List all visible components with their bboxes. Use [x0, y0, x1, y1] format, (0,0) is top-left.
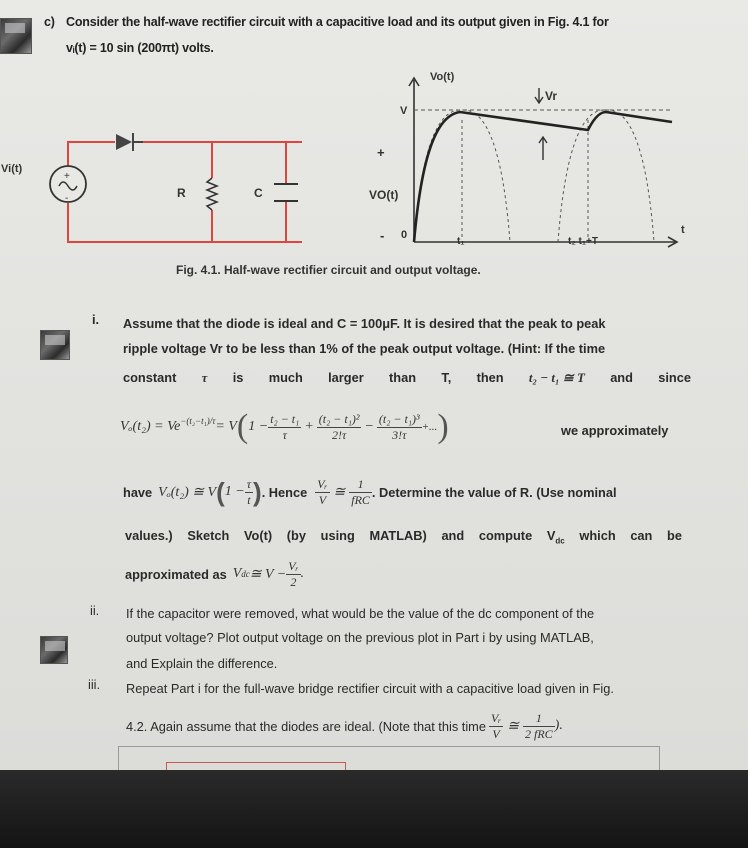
part-ii-line-1: If the capacitor were removed, what would be the value of the dc component of the: [126, 606, 595, 621]
part-iii-line-2: 4.2. Again assume that the diodes are ideal. (Note that this time $\frac{\text{Vᵣ}}{V}$ ≅ $\frac{1}{\text{2 fRC}}$ ).: [126, 710, 563, 741]
part-i-values-line: values.) Sketch Vo(t) (by using MATLAB) and compute $V_{dc}$ which can be: [125, 528, 682, 546]
graph-title: Vo(t): [430, 71, 455, 83]
resistor-label: R: [177, 186, 186, 200]
output-minus: -: [380, 228, 385, 243]
output-label: VO(t): [369, 188, 399, 202]
part-ii-label: ii.: [90, 603, 100, 618]
t-axis-label: t: [681, 224, 685, 236]
part-i-thumbnail: [40, 330, 70, 360]
t1-label: t₁: [457, 236, 465, 247]
part-i-line-1: Assume that the diode is ideal and C = 100μF. It is desired that the peak to peak: [123, 316, 606, 331]
source-plus: +: [64, 171, 70, 182]
part-ii-line-2: output voltage? Plot output voltage on the previous plot in Part i by using MATLAB,: [126, 630, 594, 645]
graph-axes: [409, 78, 677, 247]
part-i-label: i.: [92, 312, 100, 327]
part-i-line-2: ripple voltage Vr to be less than 1% of the peak output voltage. (Hint: If the time: [123, 341, 606, 356]
part-iii-label: iii.: [88, 677, 101, 692]
graph-zero-label: 0: [401, 229, 408, 241]
question-line-2: vᵢ(t) = 10 sin (200πt) volts.: [66, 41, 214, 55]
capacitor-label: C: [254, 186, 263, 200]
part-iii-line-1: Repeat Part i for the full-wave bridge rectifier circuit with a capacitive load given in Fig.: [126, 681, 614, 696]
graph-v-label: V: [400, 105, 408, 117]
capacitor-icon: [274, 184, 298, 201]
screen-bottom-bezel: [0, 770, 748, 848]
rectifier-figure: [0, 60, 748, 330]
t2-label: t₂ t₁+T: [568, 236, 598, 247]
source-label: Vi(t): [1, 163, 23, 175]
source-minus: -: [65, 193, 69, 204]
output-plus: +: [377, 145, 385, 160]
part-ii-thumbnail: [40, 636, 68, 664]
figure-caption: Fig. 4.1. Half-wave rectifier circuit and output voltage.: [176, 263, 481, 277]
ripple-label: Vr: [545, 89, 558, 103]
part-i-have-line: have Vₒ(t₂) ≅ V ( 1 − $\frac{\tau}{t}$ ) . Hence $\frac{\text{Vᵣ}}{V}$ ≅ $\frac{1}{\text{fRC}}$ . Determine the value of R. (Use nominal: [123, 476, 617, 507]
question-line-1: Consider the half-wave rectifier circuit with a capacitive load and its output given in Fig. 4.1 for: [66, 15, 609, 29]
output-waveform: [414, 112, 672, 242]
left-margin-thumbnail: [0, 18, 32, 54]
equation-1: Vₒ(t₂) = Ve $^{-(t_2-t_1)/\tau}$ = V ( 1 − $\frac{\text{t₂ − t₁}}{\tau}$ + $\frac{\text{(t₂ − t₁)²}}{2!\tau}$ − $\frac{\text{(t₂ − t₁)³}}{3!\tau}$ +... ): [120, 408, 449, 445]
resistor-icon: [207, 178, 217, 210]
question-label: c): [44, 15, 55, 29]
diode-icon: [116, 133, 143, 151]
we-approximately-text: we approximately: [561, 423, 669, 438]
next-figure-inner-box: [166, 762, 346, 770]
sine-dashed-curves: [414, 110, 654, 242]
part-i-approx-line: approximated as V dc ≅ V − $\frac{\text{Vᵣ}}{2}$ .: [125, 558, 305, 589]
part-i-line-3: constant τ is much larger than T, then t₂ − t₁ ≅ T and since: [123, 370, 691, 385]
part-ii-line-3: and Explain the difference.: [126, 656, 278, 671]
